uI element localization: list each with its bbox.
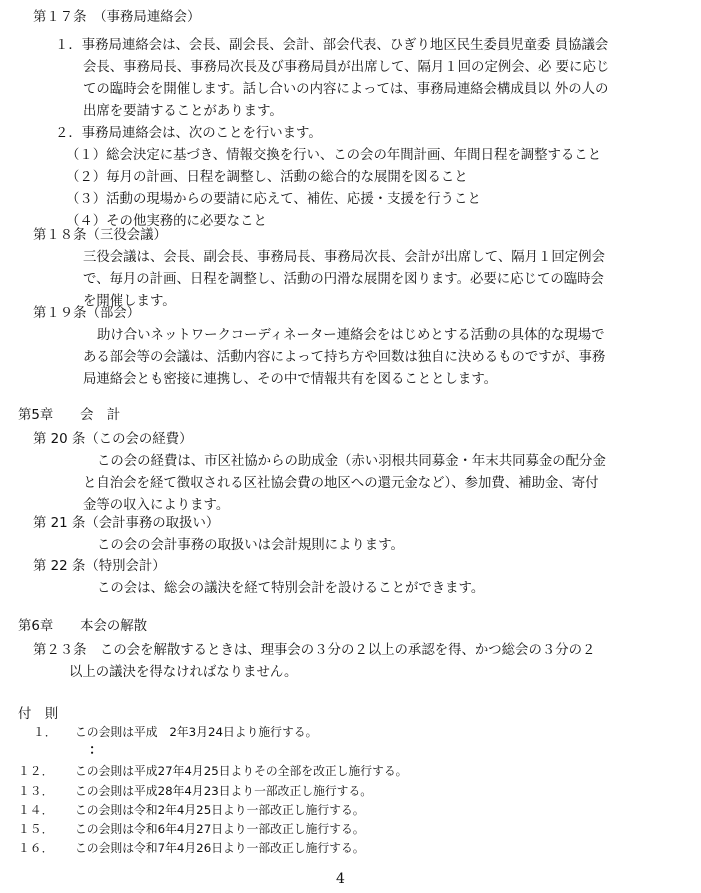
article-17-para-2: ２．事務局連絡会は、次のことを行います。: [55, 126, 322, 141]
supplementary-entry-15-number: １５．: [18, 822, 54, 836]
page-number: 4: [336, 871, 345, 887]
article-17-para-1-line-3: ての臨時会を開催します。話し合いの内容によっては、事務局連絡会構成員以 外の人の: [83, 82, 609, 97]
supplementary-entry-13-number: １３．: [18, 784, 54, 798]
article-22-heading: 第 22 条（特別会計）: [33, 559, 166, 574]
article-22-body: この会は、総会の議決を経て特別会計を設けることができます。: [97, 581, 485, 596]
article-19-line-1: 助け合いネットワークコーディネーター連絡会をはじめとする活動の具体的な現場で: [97, 328, 605, 343]
article-17-para-1-line-2: 会長、事務局長、事務局次長及び事務局員が出席して、隔月１回の定例会、必 要に応じ: [83, 60, 610, 75]
article-19-heading: 第１９条（部会）: [33, 306, 141, 321]
article-18-heading: 第１８条（三役会議）: [33, 228, 167, 243]
article-17-heading: 第１７条 （事務局連絡会）: [33, 10, 201, 25]
supplementary-entry-1-text: この会則は平成 2年3月24日より施行する。: [75, 725, 318, 739]
article-21-heading: 第 21 条（会計事務の取扱い）: [33, 516, 220, 531]
article-20-heading: 第 20 条（この会の経費）: [33, 432, 193, 447]
article-20-line-2: と自治会を経て徴収される区社協会費の地区への還元金など）、参加費、補助金、寄付: [83, 476, 599, 491]
supplementary-entry-12-text: この会則は平成27年4月25日よりその全部を改正し施行する。: [75, 764, 408, 778]
supplementary-entry-16-text: この会則は令和7年4月26日より一部改正し施行する。: [75, 841, 365, 855]
article-18-line-3: を開催します。: [83, 294, 176, 309]
supplementary-ellipsis: ：: [89, 743, 103, 758]
article-17-item-2: （２）毎月の計画、日程を調整し、活動の総合的な展開を図ること: [66, 170, 468, 185]
chapter-6-heading: 第6章 本会の解散: [18, 619, 148, 634]
article-21-body: この会の会計事務の取扱いは会計規則によります。: [97, 538, 404, 553]
article-17-para-1-line-1: １．事務局連絡会は、会長、副会長、会計、部会代表、ひぎり地区民生委員児童委 員協議会: [55, 38, 609, 53]
supplementary-entry-1-number: １．: [33, 725, 57, 739]
supplementary-entry-13-text: この会則は平成28年4月23日より一部改正し施行する。: [75, 784, 373, 798]
article-17-item-4: （４）その他実務的に必要なこと: [66, 214, 267, 229]
supplementary-entry-16-number: １６．: [18, 841, 54, 855]
supplementary-entry-15-text: この会則は令和6年4月27日より一部改正し施行する。: [75, 822, 365, 836]
article-17-para-1-line-4: 出席を要請することがあります。: [83, 104, 283, 119]
article-19-line-2: ある部会等の会議は、活動内容によって持ち方や回数は独自に決めるものですが、事務: [83, 350, 606, 365]
article-19-line-3: 局連絡会とも密接に連携し、その中で情報共有を図ることとします。: [83, 372, 498, 387]
supplementary-entry-14-number: １４．: [18, 803, 54, 817]
article-20-line-3: 金等の収入によります。: [83, 498, 230, 513]
article-18-line-2: で、毎月の計画、日程を調整し、活動の円滑な展開を図ります。必要に応じての臨時会: [83, 272, 604, 287]
supplementary-entry-12-number: １２．: [18, 764, 54, 778]
chapter-5-heading: 第5章 会 計: [18, 408, 121, 423]
article-18-line-1: 三役会議は、会長、副会長、事務局長、事務局次長、会計が出席して、隔月１回定例会: [83, 250, 605, 265]
article-23-line-1: 第２３条 この会を解散するときは、理事会の３分の２以上の承認を得、かつ総会の３分の２: [33, 643, 596, 658]
article-17-item-1: （１）総会決定に基づき、情報交換を行い、この会の年間計画、年間日程を調整すること: [66, 148, 602, 163]
article-23-line-2: 以上の議決を得なければなりません。: [69, 665, 298, 680]
supplementary-entry-14-text: この会則は令和2年4月25日より一部改正し施行する。: [75, 803, 365, 817]
supplementary-heading: 付 則: [18, 707, 59, 722]
article-20-line-1: この会の経費は、市区社協からの助成金（赤い羽根共同募金・年末共同募金の配分金: [97, 454, 606, 469]
article-17-item-3: （３）活動の現場からの要請に応えて、補佐、応援・支援を行うこと: [66, 192, 481, 207]
